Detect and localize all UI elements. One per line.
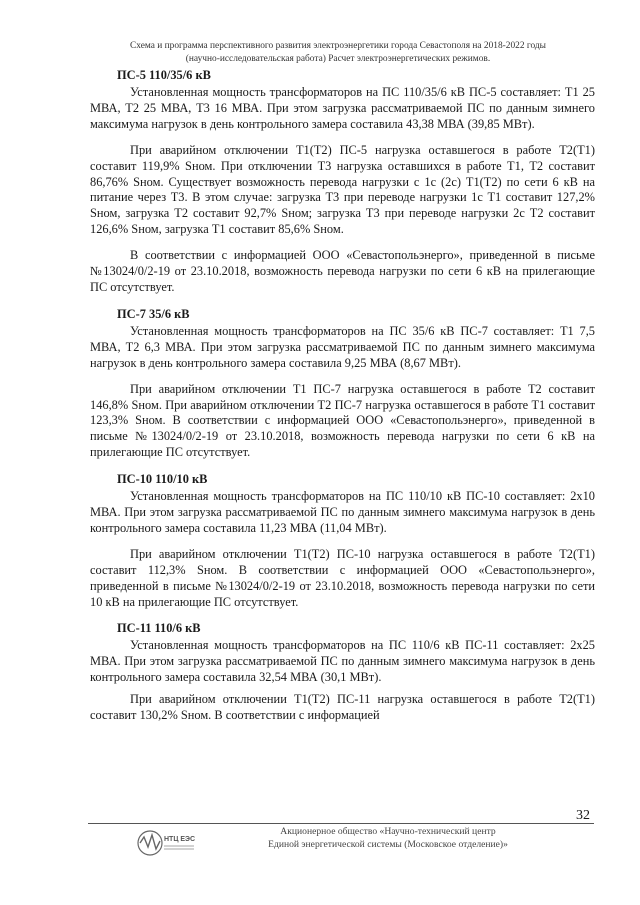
- section-title: ПС-10 110/10 кВ: [117, 472, 208, 487]
- section-title: ПС-7 35/6 кВ: [117, 306, 190, 321]
- paragraph: Установленная мощность трансформаторов на ПС 35/6 кВ ПС-7 составляет: Т1 7,5 МВА, Т2 6,3 МВА. При этом загрузка рассматриваемой ПС по данным зимнего максимума нагрузок в день контрольного замера составила 9,25 МВА (8,67 МВт).: [90, 323, 595, 370]
- paragraph: При аварийном отключении Т1(Т2) ПС-10 нагрузка оставшегося в работе Т2(Т1) составит 112,3% Sном. В соответствии с информацией ООО «Севастопольэнерго», приведенной в письме №13024/0/2-19 от 23.10.2018, возможность перевода нагрузки по сети 10 кВ на прилегающие ПС отсутствует.: [90, 546, 595, 609]
- document-body: [90, 67, 595, 730]
- header-line-2: (научно-исследовательская работа) Расчет электроэнергетических режимов.: [185, 54, 491, 64]
- section-ps10: [90, 471, 595, 610]
- paragraph: В соответствии с информацией ООО «Севастопольэнерго», приведенной в письме №13024/0/2-19 от 23.10.2018, возможность перевода нагрузки по сети 6 кВ на прилегающие ПС отсутствует.: [90, 248, 595, 294]
- paragraph: Установленная мощность трансформаторов на ПС 110/35/6 кВ ПС-5 составляет: Т1 25 МВА, Т2 25 МВА, Т3 16 МВА. При этом загрузка рассматриваемой ПС по данным зимнего максимума нагрузок в день контрольного замера составила 43,38 МВА (39,85 МВт).: [90, 85, 595, 131]
- header-line-1: Схема и программа перспективного развития электроэнергетики города Севастополя на 2018-2022 годы: [130, 41, 546, 51]
- section-ps11: [90, 620, 595, 724]
- paragraph: При аварийном отключении Т1(Т2) ПС-5 нагрузка оставшегося в работе Т2(Т1) составит 119,9% Sном. При отключении Т3 нагрузка оставшихся в работе Т1, Т2 составит 86,76% Sном. Существует возможность перевода нагрузки с 1с (2с) Т1(Т2) по сети 6 кВ на питание через Т3. В этом случае: загрузка Т3 при переводе нагрузки 1с Т1 составит 127,2% Sном, загрузка Т2 составит 92,7% Sном; загрузка Т3 при переводе нагрузки 2с Т2 составит 126,6% Sном, загрузка Т1 составит 85,6% Sном.: [90, 142, 595, 237]
- section-ps5: [90, 67, 595, 296]
- logo-text: НТЦ ЕЭС: [164, 836, 196, 843]
- footer-line-1: Акционерное общество «Научно-технический центр: [280, 826, 496, 837]
- page-number: 32: [576, 808, 590, 823]
- section-title: ПС-5 110/35/6 кВ: [117, 68, 211, 82]
- running-header: [88, 40, 588, 66]
- paragraph: При аварийном отключении Т1(Т2) ПС-11 нагрузка оставшегося в работе Т2(Т1) составит 130,2% Sном. В соответствии с информацией: [90, 692, 595, 723]
- footer-divider: [88, 823, 594, 824]
- footer-line-2: Единой энергетической системы (Московское отделение)»: [268, 838, 508, 850]
- paragraph: Установленная мощность трансформаторов на ПС 110/10 кВ ПС-10 составляет: 2х10 МВА. При этом загрузка рассматриваемой ПС по данным зимнего максимума нагрузок в день контрольного замера составила 11,23 МВА (11,04 МВт).: [90, 489, 595, 535]
- ntc-ees-logo-icon: [136, 827, 196, 859]
- paragraph: При аварийном отключении Т1 ПС-7 нагрузка оставшегося в работе Т2 составит 146,8% Sном. При аварийном отключении Т2 ПС-7 нагрузка оставшегося в работе Т1 составит 123,3% Sном. В соответствии с информацией ООО «Севастопольэнерго», приведенной в письме №13024/0/2-19 от 23.10.2018, возможность перевода нагрузки по сети 6 кВ на прилегающие ПС отсутствует.: [90, 381, 595, 460]
- footer-organization: [208, 826, 568, 851]
- paragraph: Установленная мощность трансформаторов на ПС 110/6 кВ ПС-11 составляет: 2х25 МВА. При этом загрузка рассматриваемой ПС по данным зимнего максимума нагрузок в день контрольного замера составила 32,54 МВА (30,1 МВт).: [90, 638, 595, 685]
- section-ps7: [90, 306, 595, 461]
- section-title: ПС-11 110/6 кВ: [117, 621, 201, 636]
